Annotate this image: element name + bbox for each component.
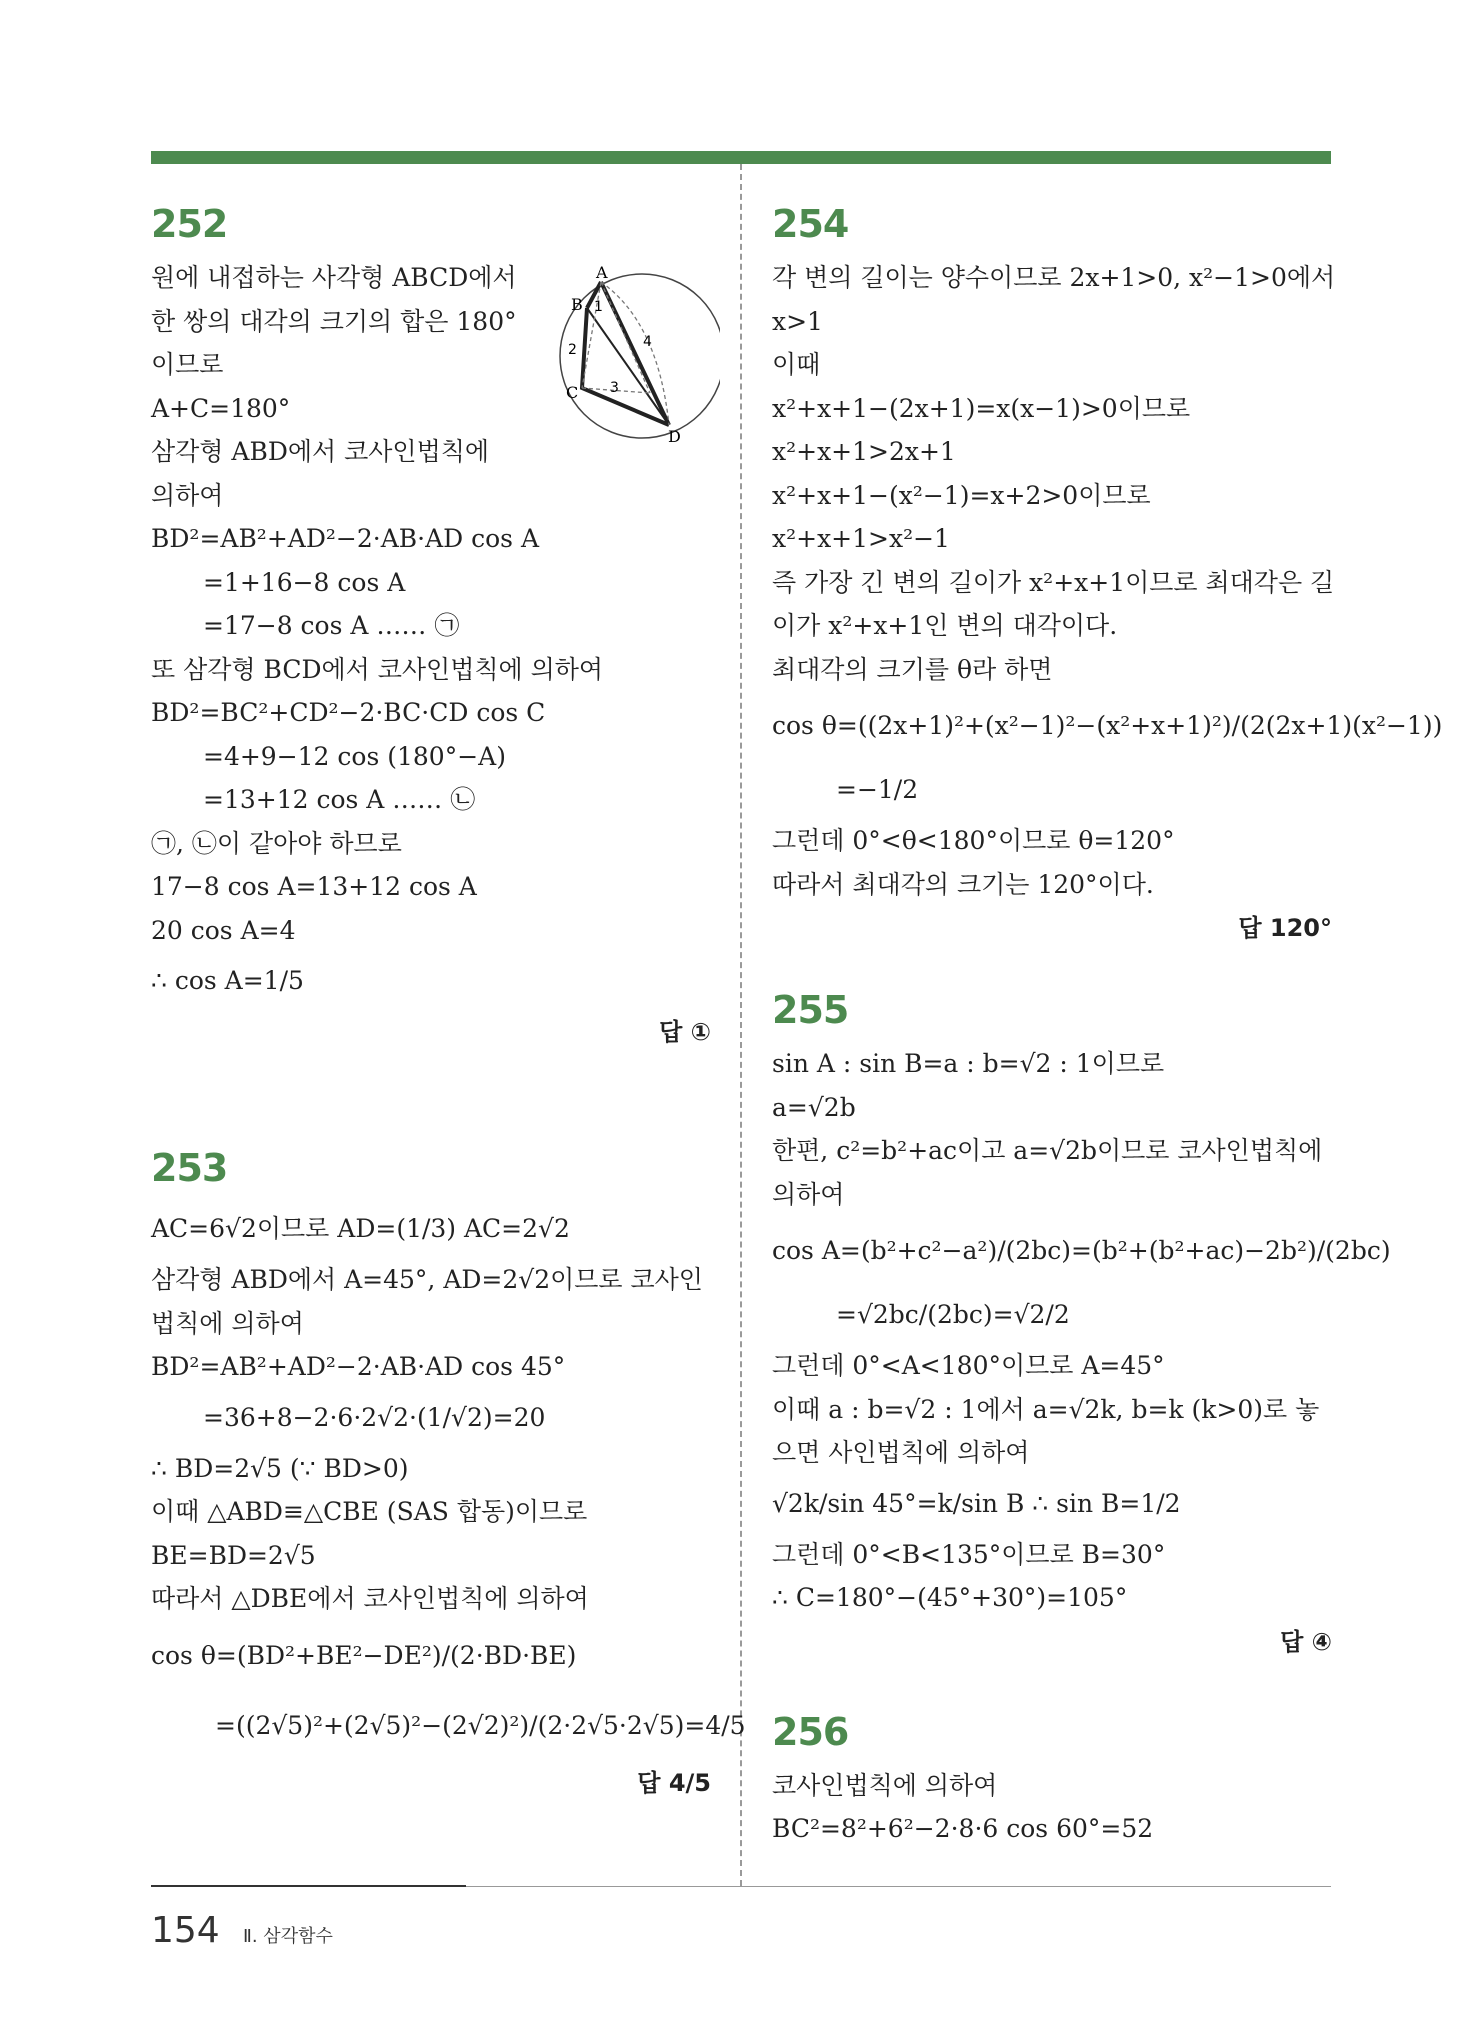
- solution-line: 각 변의 길이는 양수이므로 2x+1>0, x²−1>0에서: [772, 263, 1336, 292]
- solution-line: 17−8 cos A=13+12 cos A: [151, 872, 477, 901]
- solution-line: 으면 사인법칙에 의하여: [772, 1438, 1030, 1467]
- solution-line: AC=6√2이므로 AD=(1/3) AC=2√2: [151, 1214, 570, 1243]
- label-4: 4: [643, 334, 652, 350]
- solution-line: ∴ cos A=1/5: [151, 966, 304, 995]
- footer-rule-strong: [151, 1885, 466, 1887]
- solution-line: 그런데 0°<B<135°이므로 B=30°: [772, 1539, 1166, 1569]
- solution-line: 즉 가장 긴 변의 길이가 x²+x+1이므로 최대각은 길: [772, 567, 1335, 597]
- right-column: [772, 200, 1443, 1851]
- label-a: A: [596, 263, 608, 282]
- solution-line: ∴ C=180°−(45°+30°)=105°: [772, 1583, 1128, 1612]
- solution-line: 이때 a : b=√2 : 1에서 a=√2k, b=k (k>0)로 놓: [772, 1394, 1320, 1424]
- solution-line: BE=BD=2√5: [151, 1540, 316, 1570]
- solution-line: =4+9−12 cos (180°−A): [203, 741, 506, 771]
- solution-line: cos θ=((2x+1)²+(x²−1)²−(x²+x+1)²)/(2(2x+1)(x²−1)): [772, 711, 1443, 740]
- solution-line: 따라서 최대각의 크기는 120°이다.: [772, 869, 1154, 899]
- solution-line: x²+x+1−(x²−1)=x+2>0이므로: [772, 480, 1151, 510]
- solution-line: x²+x+1>2x+1: [772, 437, 956, 466]
- label-3: 3: [610, 380, 619, 396]
- answer-255: 답 ④: [1280, 1627, 1332, 1656]
- solution-line: cos A=(b²+c²−a²)/(2bc)=(b²+(b²+ac)−2b²)/(2bc): [772, 1236, 1391, 1265]
- solution-line: 한편, c²=b²+ac이고 a=√2b이므로 코사인법칙에: [772, 1136, 1323, 1165]
- solution-line: BD²=AB²+AD²−2·AB·AD cos A: [151, 524, 540, 553]
- problem-number-253: 253: [151, 1146, 228, 1190]
- solution-line: BD²=AB²+AD²−2·AB·AD cos 45°: [151, 1352, 566, 1381]
- solution-line: 법칙에 의하여: [151, 1308, 304, 1338]
- answer-254: 답 120°: [1238, 914, 1332, 942]
- solution-line: 원에 내접하는 사각형 ABCD에서: [151, 263, 517, 292]
- solution-line: x>1: [772, 306, 823, 336]
- label-d: D: [668, 427, 681, 446]
- label-b: B: [571, 295, 583, 314]
- solution-line: 삼각형 ABD에서 A=45°, AD=2√2이므로 코사인: [151, 1265, 703, 1294]
- solution-line: x²+x+1−(2x+1)=x(x−1)>0이므로: [772, 393, 1191, 423]
- solution-line: 그런데 0°<θ<180°이므로 θ=120°: [772, 826, 1175, 855]
- solution-line: 그런데 0°<A<180°이므로 A=45°: [772, 1351, 1165, 1380]
- solution-line: a=√2b: [772, 1092, 856, 1122]
- solution-line: 따라서 △DBE에서 코사인법칙에 의하여: [151, 1584, 589, 1613]
- solution-line: √2k/sin 45°=k/sin B ∴ sin B=1/2: [772, 1488, 1181, 1518]
- problem-number-256: 256: [772, 1709, 849, 1754]
- solution-line: BD²=BC²+CD²−2·BC·CD cos C: [151, 698, 546, 727]
- solution-line: 최대각의 크기를 θ라 하면: [772, 654, 1053, 684]
- column-divider: [740, 164, 742, 1886]
- solution-line: =13+12 cos A …… ㉡: [203, 785, 476, 814]
- solution-line: =√2bc/(2bc)=√2/2: [836, 1300, 1070, 1329]
- solution-line: =17−8 cos A …… ㉠: [203, 611, 460, 640]
- problem-number-254: 254: [772, 202, 849, 246]
- solution-line: x²+x+1>x²−1: [772, 524, 950, 553]
- problem-number-252: 252: [151, 202, 228, 246]
- solution-line: 이가 x²+x+1인 변의 대각이다.: [772, 611, 1118, 640]
- solution-line: ∴ BD=2√5 (∵ BD>0): [151, 1453, 409, 1483]
- footer-rule: [466, 1886, 1331, 1887]
- solution-line: =1+16−8 cos A: [203, 567, 406, 597]
- solution-line: cos θ=(BD²+BE²−DE²)/(2·BD·BE): [151, 1640, 577, 1670]
- solution-line: =((2√5)²+(2√5)²−(2√2)²)/(2·2√5·2√5)=4/5: [215, 1710, 746, 1740]
- answer-253: 답 4/5: [637, 1768, 711, 1797]
- solution-line: A+C=180°: [151, 393, 291, 423]
- solution-line: 이때: [772, 350, 821, 379]
- label-c: C: [566, 383, 579, 402]
- solution-line: sin A : sin B=a : b=√2 : 1이므로: [772, 1049, 1165, 1078]
- label-1: 1: [594, 299, 603, 315]
- page-number: 154: [151, 1910, 220, 1951]
- solution-line: 이므로: [151, 350, 224, 379]
- header-bar: [151, 151, 1331, 164]
- solution-line: 코사인법칙에 의하여: [772, 1770, 998, 1800]
- solution-line: 한 쌍의 대각의 크기의 합은 180°: [151, 306, 517, 336]
- solution-line: =−1/2: [836, 775, 919, 804]
- left-column: [151, 200, 746, 1805]
- problem-number-255: 255: [772, 988, 849, 1032]
- label-2: 2: [568, 342, 577, 358]
- solution-line: 이때 △ABD≡△CBE (SAS 합동)이므로: [151, 1497, 588, 1526]
- chapter-label: Ⅱ. 삼각함수: [243, 1926, 333, 1947]
- answer-252: 답 ①: [659, 1018, 711, 1046]
- solution-line: 20 cos A=4: [151, 915, 296, 945]
- solution-line: 삼각형 ABD에서 코사인법칙에: [151, 437, 490, 466]
- solution-line: 의하여: [151, 480, 224, 510]
- solution-line: 또 삼각형 BCD에서 코사인법칙에 의하여: [151, 654, 604, 684]
- solution-line: 의하여: [772, 1179, 845, 1209]
- solution-line: =36+8−2·6·2√2·(1/√2)=20: [203, 1402, 546, 1432]
- solution-line: ㉠, ㉡이 같아야 하므로: [151, 828, 402, 858]
- solution-line: BC²=8²+6²−2·8·6 cos 60°=52: [772, 1814, 1154, 1843]
